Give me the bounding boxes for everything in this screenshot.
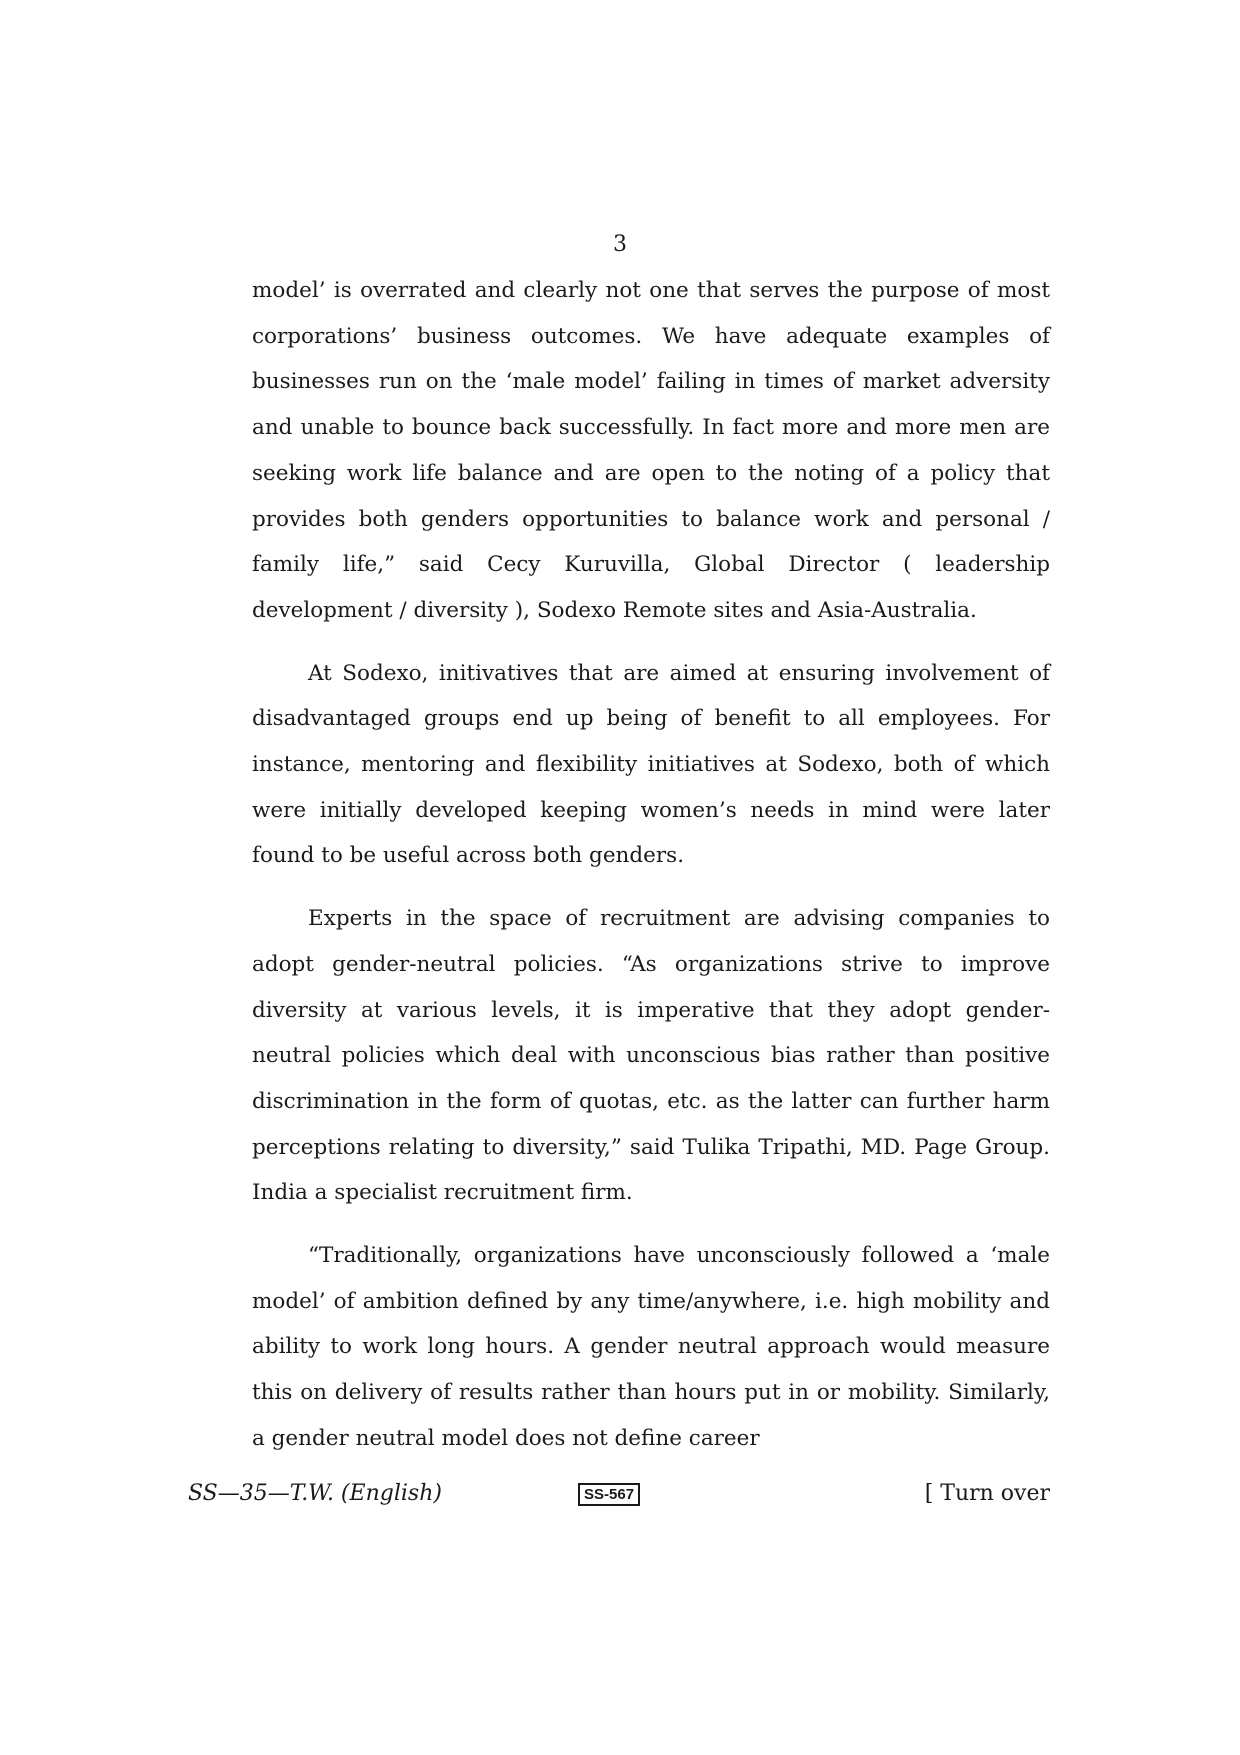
footer-turn-over: [ Turn over	[924, 1481, 1050, 1506]
footer-paper-code-box: SS-567	[578, 1483, 640, 1506]
paragraph-sodexo-initiatives: At Sodexo, initivatives that are aimed at ensuring involvement of disadvantaged groups end up being of benefit to all employees. For instance, mentoring and flexibility initiatives at Sodexo, both of which were initially developed keeping women’s needs in mind were later found to be useful across both genders.	[252, 660, 1050, 869]
paragraph-male-model: “Traditionally, organizations have unconsciously followed a ‘male model’ of ambition defined by any time/anywhere, i.e. high mobility and ability to work long hours. A gender neutral approach would measure this on delivery of results rather than hours put in or mobility. Similarly, a gender neutral model does not define career	[252, 1243, 1050, 1451]
page-number: 3	[613, 232, 627, 257]
page-footer	[188, 1478, 1050, 1510]
body-text	[252, 268, 1050, 1462]
paragraph-continuation: model’ is overrated and clearly not one that serves the purpose of most corporations’ business outcomes. We have adequate examples of businesses run on the ‘male model’ failing in times of market adversity and unable to bounce back successfully. In fact more and more men are seeking work life balance and are open to the noting of a policy that provides both genders opportunities to balance work and personal / family life,” said Cecy Kuruvilla, Global Director ( leadership development / diversity ), Sodexo Remote sites and Asia-Australia.	[252, 278, 1050, 623]
paragraph-recruitment-experts: Experts in the space of recruitment are advising companies to adopt gender-neutral policies. “As organizations strive to improve diversity at various levels, it is imperative that they adopt gender-neutral policies which deal with unconscious bias rather than positive discrimination in the form of quotas, etc. as the latter can further harm perceptions relating to diversity,” said Tulika Tripathi, MD. Page Group. India a specialist recruitment firm.	[252, 906, 1050, 1206]
footer-subject-code: SS—35—T.W. (English)	[188, 1481, 442, 1506]
